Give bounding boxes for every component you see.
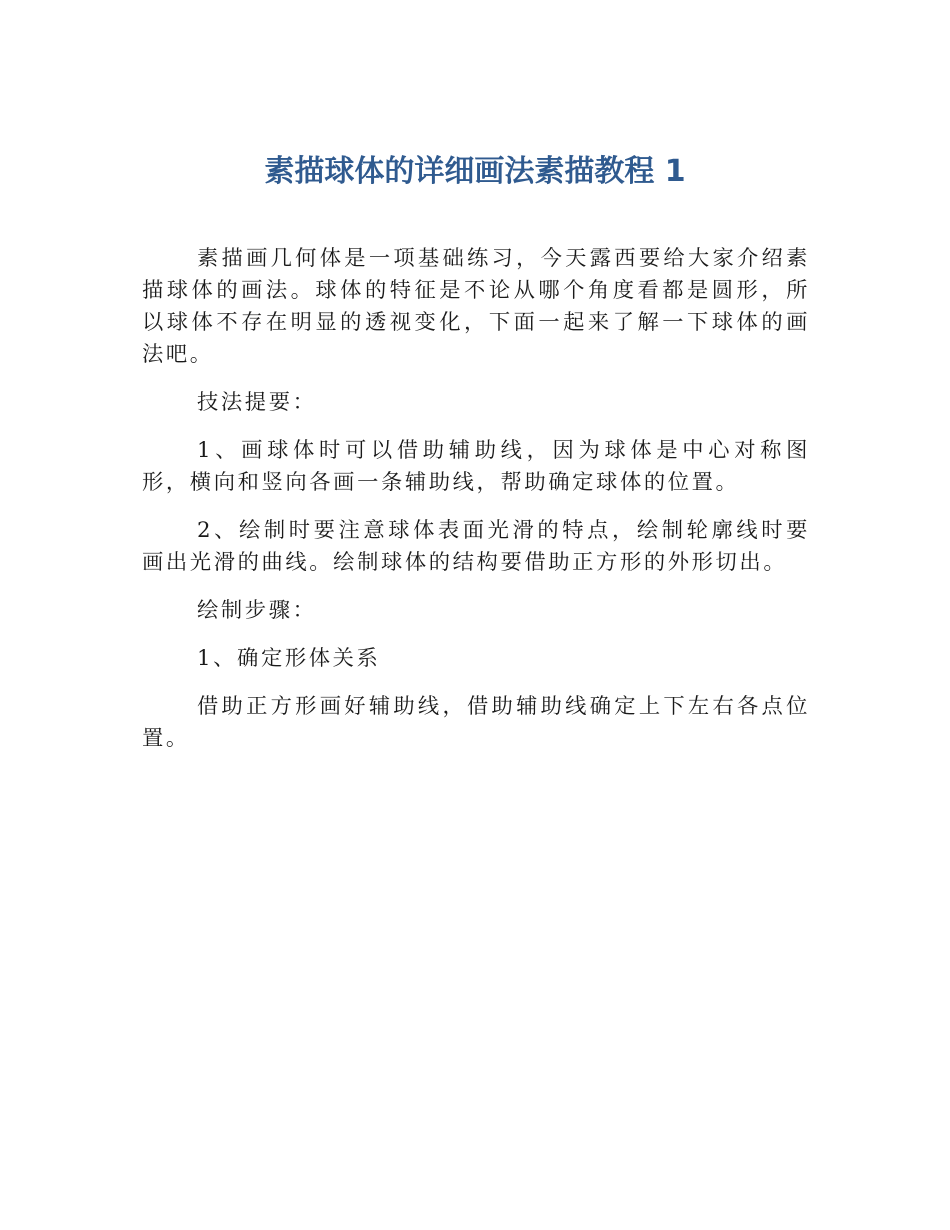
step-1-description: 借助正方形画好辅助线，借助辅助线确定上下左右各点位置。: [142, 694, 810, 751]
technique-point-1: 1、画球体时可以借助辅助线，因为球体是中心对称图形，横向和竖向各画一条辅助线，帮助确定球体的位置。: [142, 438, 810, 495]
technique-heading: 技法提要：: [197, 390, 317, 415]
step-1-title: 1、确定形体关系: [197, 646, 381, 671]
document-title: 素描球体的详细画法素描教程 1: [264, 154, 686, 189]
steps-heading: 绘制步骤：: [197, 598, 317, 623]
document-body: [142, 243, 810, 771]
intro-paragraph: 素描画几何体是一项基础练习，今天露西要给大家介绍素描球体的画法。球体的特征是不论从哪个角度看都是圆形，所以球体不存在明显的透视变化，下面一起来了解一下球体的画法吧。: [142, 246, 810, 367]
technique-point-2: 2、绘制时要注意球体表面光滑的特点，绘制轮廓线时要画出光滑的曲线。绘制球体的结构要借助正方形的外形切出。: [142, 518, 810, 575]
